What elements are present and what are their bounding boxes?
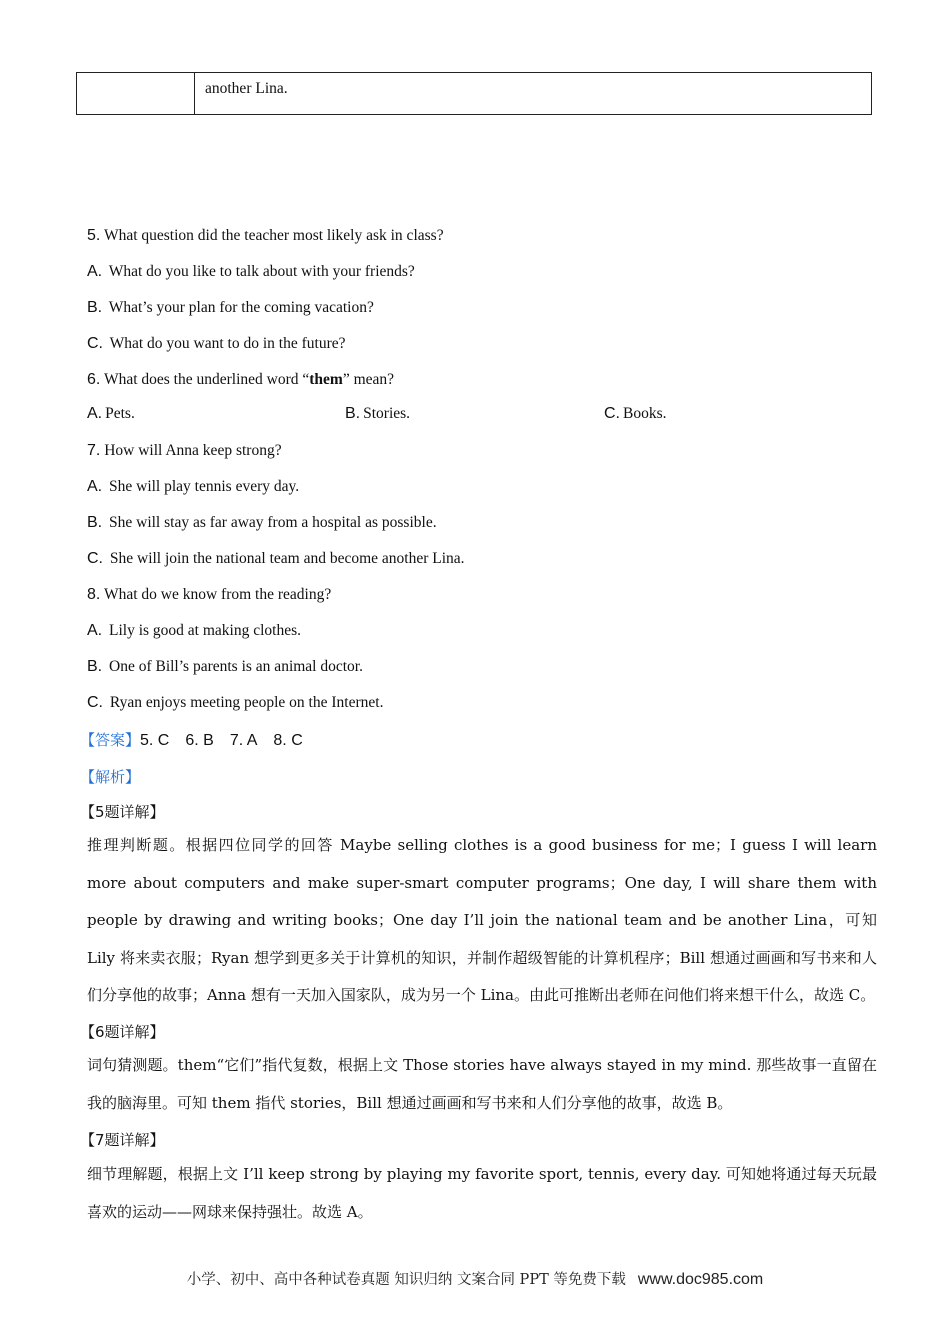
question-text: How will Anna keep strong?	[104, 442, 282, 459]
detail-6-paragraph: 词句猜测题。them“它们”指代复数，根据上文 Those stories have always stayed in my mind. 那些故事一直留在我的脑海里。可知 them 指代 stories，Bill 想通过画画和写书来和人们分享他的故事，故选 B。	[87, 1056, 877, 1112]
option-text: She will stay as far away from a hospital as possible.	[109, 514, 437, 531]
question-text: What do we know from the reading?	[103, 586, 332, 603]
question-number: 7.	[87, 442, 101, 459]
option-label: C.	[604, 405, 620, 422]
option-label: C.	[87, 550, 103, 567]
option-text: Ryan enjoys meeting people on the Internet.	[109, 694, 384, 711]
option-text: She will play tennis every day.	[109, 478, 300, 495]
question-text-after: ” mean?	[342, 371, 395, 388]
option-text: One of Bill’s parents is an animal doctor.	[109, 658, 363, 675]
footer-link[interactable]: www.doc985.com	[637, 1271, 764, 1288]
question-text-before: What does the underlined word “	[103, 371, 310, 388]
footer-text: 小学、初中、高中各种试卷真题 知识归纳 文案合同 PPT 等免费下载	[186, 1272, 626, 1288]
option-text: Lily is good at making clothes.	[109, 622, 302, 639]
q8-option-a	[87, 622, 301, 640]
q5-option-c	[87, 335, 346, 353]
q7-option-a	[87, 478, 299, 496]
option-label: A.	[87, 478, 103, 495]
option-label: C.	[87, 335, 103, 352]
question-text: What question did the teacher most likely ask in class?	[103, 227, 444, 244]
question-5	[87, 227, 444, 245]
option-text: What do you want to do in the future?	[109, 335, 346, 352]
detail-heading-text: 【5题详解】	[80, 803, 165, 821]
option-label: A.	[87, 622, 103, 639]
detail-5-heading	[80, 801, 165, 822]
page-footer	[0, 1268, 950, 1289]
question-number: 8.	[87, 586, 101, 603]
option-text: Pets.	[105, 405, 135, 422]
q7-option-b	[87, 514, 437, 532]
option-label: B.	[345, 405, 361, 422]
option-label: B.	[87, 658, 103, 675]
detail-7-paragraph: 细节理解题，根据上文 I’ll keep strong by playing my favorite sport, tennis, every day. 可知她将通过每天玩最喜欢的运动——网球来保持强壮。故选 A。	[87, 1165, 877, 1221]
table-cell-text: another Lina.	[205, 80, 288, 97]
detail-7-heading	[80, 1129, 165, 1150]
option-text: She will join the national team and become another Lina.	[109, 550, 465, 567]
option-label: C.	[87, 694, 103, 711]
option-label: A.	[87, 405, 103, 422]
question-number: 6.	[87, 371, 101, 388]
answer-table	[76, 72, 872, 115]
detail-5-paragraph: 推理判断题。根据四位同学的回答 Maybe selling clothes is a good business for me；I guess I will learn more about computers and make super-smart computer programs；One day, I will share them with people by drawing and writing books；One day I’ll join the national team and be another Lina，可知 Lily 将来卖衣服；Ryan 想学到更多关于计算机的知识，并制作超级智能的计算机程序；Bill 想通过画画和写书来和人们分享他的故事；Anna 想有一天加入国家队，成为另一个 Lina。由此可推断出老师在问他们将来想干什么，故选 C。	[87, 836, 877, 1004]
q5-option-b	[87, 299, 374, 317]
detail-heading-text: 【7题详解】	[80, 1131, 165, 1149]
question-keyword: them	[309, 371, 343, 388]
analysis-label-text: 【解析】	[80, 768, 141, 786]
q8-option-c	[87, 694, 383, 712]
question-8	[87, 586, 331, 604]
q6-option-c	[604, 405, 667, 423]
option-text: What’s your plan for the coming vacation?	[108, 299, 374, 316]
answer-6: 6. B	[185, 732, 214, 749]
answer-5: 5. C	[140, 732, 170, 749]
question-7	[87, 442, 282, 460]
option-text: What do you like to talk about with your friends?	[108, 263, 415, 280]
question-6	[87, 371, 394, 389]
question-number: 5.	[87, 227, 101, 244]
option-label: B.	[87, 514, 103, 531]
q6-option-a	[87, 405, 135, 423]
q7-option-c	[87, 550, 465, 568]
option-text: Stories.	[363, 405, 411, 422]
analysis-label	[80, 766, 140, 787]
answer-line	[80, 729, 303, 750]
q6-option-b	[345, 405, 410, 423]
q8-option-b	[87, 658, 363, 676]
option-label: B.	[87, 299, 103, 316]
detail-heading-text: 【6题详解】	[80, 1023, 165, 1041]
answer-7: 7. A	[229, 732, 258, 749]
option-text: Books.	[623, 405, 667, 422]
answer-8: 8. C	[273, 732, 303, 749]
detail-6-heading	[80, 1021, 165, 1042]
table-cell-empty	[77, 73, 195, 114]
q5-option-a	[87, 263, 415, 281]
answer-label: 【答案】	[80, 731, 141, 749]
option-label: A.	[87, 263, 103, 280]
